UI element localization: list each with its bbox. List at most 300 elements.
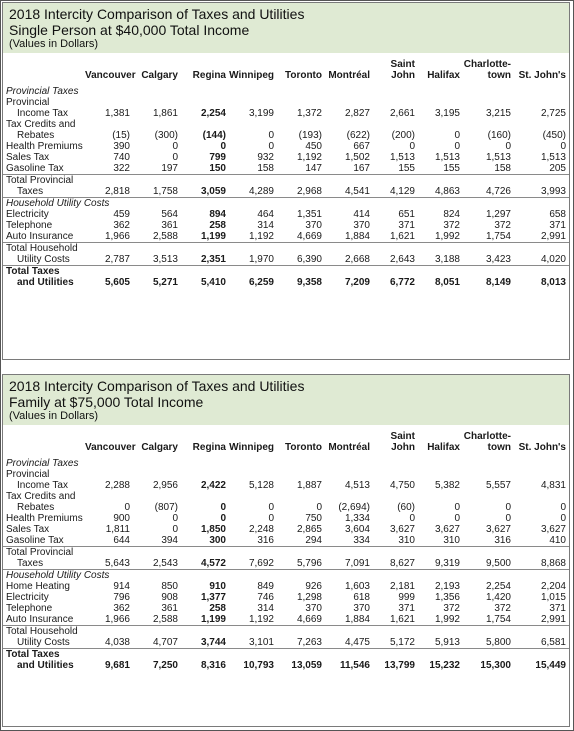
value-cell: 0 bbox=[220, 141, 226, 152]
value-cell: 2,288 bbox=[104, 480, 130, 491]
value-cell: 0 bbox=[409, 513, 415, 524]
value-cell: 370 bbox=[353, 603, 370, 614]
value-cell: 932 bbox=[257, 152, 274, 163]
table-row bbox=[3, 581, 569, 592]
value-cell: 2,661 bbox=[389, 108, 415, 119]
value-cell: 390 bbox=[113, 141, 130, 152]
table-row bbox=[3, 502, 569, 513]
value-cell: 8,149 bbox=[485, 277, 511, 288]
value-cell: 3,059 bbox=[200, 186, 226, 197]
table-row bbox=[3, 266, 569, 278]
value-cell: 4,669 bbox=[296, 231, 322, 242]
value-cell: (15) bbox=[112, 130, 130, 141]
value-cell: 644 bbox=[113, 535, 130, 546]
city-header-st-john-s: St. John's bbox=[518, 70, 566, 81]
table-row bbox=[3, 570, 569, 582]
city-header-line: John bbox=[391, 70, 415, 81]
value-cell: 3,423 bbox=[485, 254, 511, 265]
table-row bbox=[3, 614, 569, 626]
row-label: Provincial Taxes bbox=[6, 86, 79, 97]
value-cell: 5,643 bbox=[104, 558, 130, 569]
value-cell: 1,992 bbox=[434, 614, 460, 625]
value-cell: 894 bbox=[209, 209, 226, 220]
value-cell: 3,627 bbox=[389, 524, 415, 535]
value-cell: 1,199 bbox=[200, 614, 226, 625]
table-row bbox=[3, 254, 569, 266]
value-cell: 7,263 bbox=[296, 637, 322, 648]
value-cell: 5,605 bbox=[104, 277, 130, 288]
row-label: Auto Insurance bbox=[6, 614, 74, 625]
value-cell: 1,420 bbox=[485, 592, 511, 603]
value-cell: 9,500 bbox=[485, 558, 511, 569]
value-cell: 4,863 bbox=[434, 186, 460, 197]
city-header-charlotte-town bbox=[463, 53, 514, 86]
city-header-line: town bbox=[487, 70, 511, 81]
value-cell: 1,015 bbox=[540, 592, 566, 603]
value-cell: 3,199 bbox=[248, 108, 274, 119]
value-cell: 361 bbox=[161, 220, 178, 231]
city-header-toronto: Toronto bbox=[284, 442, 322, 453]
value-cell: 150 bbox=[209, 163, 226, 174]
table-row bbox=[3, 491, 569, 502]
city-header-montr-al: Montréal bbox=[328, 70, 370, 81]
row-label: and Utilities bbox=[17, 660, 74, 671]
value-cell: 147 bbox=[305, 163, 322, 174]
value-cell: 362 bbox=[113, 220, 130, 231]
value-cell: 4,541 bbox=[344, 186, 370, 197]
value-cell: 651 bbox=[398, 209, 415, 220]
value-cell: 4,572 bbox=[200, 558, 226, 569]
row-label: Sales Tax bbox=[6, 524, 50, 535]
value-cell: 824 bbox=[443, 209, 460, 220]
value-cell: 2,588 bbox=[152, 614, 178, 625]
value-cell: 746 bbox=[257, 592, 274, 603]
value-cell: 1,621 bbox=[389, 614, 415, 625]
row-label: Rebates bbox=[17, 130, 55, 141]
panel-title: 2018 Intercity Comparison of Taxes and Utilities bbox=[9, 378, 305, 394]
row-label: Taxes bbox=[17, 558, 44, 569]
value-cell: 1,513 bbox=[485, 152, 511, 163]
value-cell: 926 bbox=[305, 581, 322, 592]
city-header-saint-john bbox=[373, 53, 418, 86]
value-cell: 370 bbox=[353, 220, 370, 231]
table-row bbox=[3, 97, 569, 108]
table-row bbox=[3, 163, 569, 175]
value-cell: 370 bbox=[305, 603, 322, 614]
table-row bbox=[3, 108, 569, 119]
city-header-montr-al: Montréal bbox=[328, 442, 370, 453]
value-cell: 3,215 bbox=[485, 108, 511, 119]
value-cell: 0 bbox=[172, 513, 178, 524]
value-cell: 3,195 bbox=[434, 108, 460, 119]
value-cell: 8,051 bbox=[434, 277, 460, 288]
value-cell: (193) bbox=[298, 130, 322, 141]
city-header-line: Charlotte- bbox=[463, 59, 511, 70]
value-cell: 0 bbox=[220, 502, 226, 513]
row-label: Telephone bbox=[6, 220, 53, 231]
value-cell: 8,627 bbox=[389, 558, 415, 569]
value-cell: 10,793 bbox=[243, 660, 274, 671]
value-cell: (622) bbox=[346, 130, 370, 141]
value-cell: 0 bbox=[454, 513, 460, 524]
table-row bbox=[3, 524, 569, 535]
table-row bbox=[3, 649, 569, 661]
value-cell: 999 bbox=[398, 592, 415, 603]
row-label: Sales Tax bbox=[6, 152, 50, 163]
row-label: Home Heating bbox=[6, 581, 70, 592]
value-cell: 205 bbox=[549, 163, 566, 174]
city-header-halifax: Halifax bbox=[427, 70, 460, 81]
value-cell: 0 bbox=[172, 524, 178, 535]
value-cell: 372 bbox=[494, 220, 511, 231]
panel-subtitle: Family at $75,000 Total Income bbox=[9, 394, 204, 410]
value-cell: 6,259 bbox=[248, 277, 274, 288]
value-cell: 5,172 bbox=[389, 637, 415, 648]
value-cell: 0 bbox=[560, 141, 566, 152]
value-cell: 1,192 bbox=[296, 152, 322, 163]
city-header-winnipeg: Winnipeg bbox=[229, 442, 274, 453]
value-cell: 2,956 bbox=[152, 480, 178, 491]
value-cell: 0 bbox=[172, 141, 178, 152]
value-cell: 1,192 bbox=[248, 614, 274, 625]
value-cell: 2,827 bbox=[344, 108, 370, 119]
value-cell: 3,993 bbox=[540, 186, 566, 197]
value-cell: 2,588 bbox=[152, 231, 178, 242]
value-cell: 2,254 bbox=[485, 581, 511, 592]
value-cell: 322 bbox=[113, 163, 130, 174]
value-cell: 13,799 bbox=[384, 660, 415, 671]
value-cell: 372 bbox=[443, 603, 460, 614]
value-cell: 0 bbox=[268, 141, 274, 152]
city-header-regina: Regina bbox=[192, 442, 226, 453]
value-cell: 11,546 bbox=[339, 660, 370, 671]
city-header-calgary: Calgary bbox=[141, 442, 178, 453]
value-cell: 0 bbox=[268, 513, 274, 524]
panel-header bbox=[3, 375, 569, 425]
city-header-halifax: Halifax bbox=[427, 442, 460, 453]
value-cell: 4,038 bbox=[104, 637, 130, 648]
panel-header bbox=[3, 3, 569, 53]
row-label: Health Premiums bbox=[6, 513, 83, 524]
row-label: Household Utility Costs bbox=[3, 198, 569, 210]
value-cell: 2,193 bbox=[434, 581, 460, 592]
city-header-line: Saint bbox=[390, 59, 415, 70]
value-cell: 2,643 bbox=[389, 254, 415, 265]
city-header-vancouver: Vancouver bbox=[85, 70, 136, 81]
comparison-table bbox=[3, 425, 569, 671]
value-cell: 4,750 bbox=[389, 480, 415, 491]
value-cell: 294 bbox=[305, 535, 322, 546]
value-cell: 1,192 bbox=[248, 231, 274, 242]
panel-title: 2018 Intercity Comparison of Taxes and Utilities bbox=[9, 6, 305, 22]
value-cell: 410 bbox=[549, 535, 566, 546]
value-cell: (144) bbox=[202, 130, 226, 141]
row-label: Electricity bbox=[6, 209, 49, 220]
value-cell: 1,199 bbox=[200, 231, 226, 242]
value-cell: 1,992 bbox=[434, 231, 460, 242]
value-cell: 1,861 bbox=[152, 108, 178, 119]
value-cell: 2,991 bbox=[540, 231, 566, 242]
value-cell: 155 bbox=[398, 163, 415, 174]
row-label: Total Household bbox=[3, 243, 569, 255]
table-row bbox=[3, 558, 569, 570]
row-label: and Utilities bbox=[17, 277, 74, 288]
value-cell: 158 bbox=[494, 163, 511, 174]
value-cell: 1,754 bbox=[485, 614, 511, 625]
value-cell: 1,334 bbox=[344, 513, 370, 524]
value-cell: 2,818 bbox=[104, 186, 130, 197]
value-cell: 914 bbox=[113, 581, 130, 592]
value-cell: 0 bbox=[268, 130, 274, 141]
value-cell: 1,513 bbox=[389, 152, 415, 163]
value-cell: 464 bbox=[257, 209, 274, 220]
value-cell: 1,603 bbox=[344, 581, 370, 592]
value-cell: (2,694) bbox=[338, 502, 370, 513]
value-cell: 3,627 bbox=[434, 524, 460, 535]
value-cell: 9,358 bbox=[296, 277, 322, 288]
value-cell: 13,059 bbox=[291, 660, 322, 671]
value-cell: 750 bbox=[305, 513, 322, 524]
value-cell: 0 bbox=[505, 141, 511, 152]
value-cell: 9,681 bbox=[104, 660, 130, 671]
table-row bbox=[3, 220, 569, 231]
row-label: Rebates bbox=[17, 502, 55, 513]
value-cell: 372 bbox=[443, 220, 460, 231]
value-cell: 371 bbox=[398, 603, 415, 614]
value-cell: 4,475 bbox=[344, 637, 370, 648]
value-cell: 6,772 bbox=[389, 277, 415, 288]
value-cell: 258 bbox=[209, 603, 226, 614]
family-table-panel bbox=[2, 374, 570, 727]
value-cell: 1,850 bbox=[200, 524, 226, 535]
value-cell: 2,181 bbox=[389, 581, 415, 592]
value-cell: 0 bbox=[560, 513, 566, 524]
row-label: Tax Credits and bbox=[6, 491, 76, 502]
value-cell: 3,101 bbox=[248, 637, 274, 648]
row-label: Auto Insurance bbox=[6, 231, 74, 242]
table-row bbox=[3, 603, 569, 614]
value-cell: 796 bbox=[113, 592, 130, 603]
value-cell: 6,390 bbox=[296, 254, 322, 265]
value-cell: 310 bbox=[443, 535, 460, 546]
table-row bbox=[3, 592, 569, 603]
value-cell: 0 bbox=[268, 502, 274, 513]
row-label: Provincial Taxes bbox=[6, 458, 79, 469]
value-cell: 197 bbox=[161, 163, 178, 174]
table-row bbox=[3, 231, 569, 243]
table-row bbox=[3, 458, 569, 469]
value-cell: (450) bbox=[542, 130, 566, 141]
table-row bbox=[3, 175, 569, 187]
value-cell: 5,557 bbox=[485, 480, 511, 491]
value-cell: 0 bbox=[454, 141, 460, 152]
value-cell: 1,372 bbox=[296, 108, 322, 119]
single-person-table-panel bbox=[2, 2, 570, 360]
value-cell: 2,204 bbox=[540, 581, 566, 592]
value-cell: 0 bbox=[124, 502, 130, 513]
value-cell: 1,513 bbox=[540, 152, 566, 163]
value-cell: 5,382 bbox=[434, 480, 460, 491]
value-cell: 3,513 bbox=[152, 254, 178, 265]
row-label: Utility Costs bbox=[17, 637, 70, 648]
comparison-table bbox=[3, 53, 569, 288]
value-cell: 7,250 bbox=[152, 660, 178, 671]
value-cell: 1,377 bbox=[200, 592, 226, 603]
value-cell: 1,884 bbox=[344, 614, 370, 625]
value-cell: 667 bbox=[353, 141, 370, 152]
value-cell: 7,692 bbox=[248, 558, 274, 569]
value-cell: 1,621 bbox=[389, 231, 415, 242]
value-cell: 2,248 bbox=[248, 524, 274, 535]
value-cell: 394 bbox=[161, 535, 178, 546]
value-cell: 618 bbox=[353, 592, 370, 603]
panel-subtitle: Single Person at $40,000 Total Income bbox=[9, 22, 250, 38]
table-row bbox=[3, 86, 569, 97]
row-label: Total Taxes bbox=[3, 266, 569, 278]
table-row bbox=[3, 637, 569, 649]
table-row bbox=[3, 626, 569, 638]
value-cell: 314 bbox=[257, 603, 274, 614]
value-cell: 372 bbox=[494, 603, 511, 614]
value-cell: 1,351 bbox=[296, 209, 322, 220]
value-cell: (160) bbox=[487, 130, 511, 141]
city-header-st-john-s: St. John's bbox=[518, 442, 566, 453]
value-cell: 4,513 bbox=[344, 480, 370, 491]
value-cell: 4,020 bbox=[540, 254, 566, 265]
table-row bbox=[3, 141, 569, 152]
table-row bbox=[3, 119, 569, 130]
city-header-line: Saint bbox=[390, 431, 415, 442]
value-cell: 1,966 bbox=[104, 231, 130, 242]
value-cell: 7,091 bbox=[344, 558, 370, 569]
city-header-line: town bbox=[487, 442, 511, 453]
value-cell: 0 bbox=[220, 513, 226, 524]
value-cell: 155 bbox=[443, 163, 460, 174]
value-cell: 4,289 bbox=[248, 186, 274, 197]
table-row bbox=[3, 186, 569, 198]
city-header-line: John bbox=[391, 442, 415, 453]
value-cell: 1,970 bbox=[248, 254, 274, 265]
value-cell: (60) bbox=[397, 502, 415, 513]
value-cell: 1,884 bbox=[344, 231, 370, 242]
table-row bbox=[3, 209, 569, 220]
value-cell: 849 bbox=[257, 581, 274, 592]
value-cell: 167 bbox=[353, 163, 370, 174]
value-cell: 371 bbox=[549, 220, 566, 231]
table-row bbox=[3, 277, 569, 288]
value-cell: 370 bbox=[305, 220, 322, 231]
row-label: Utility Costs bbox=[17, 254, 70, 265]
row-label: Electricity bbox=[6, 592, 49, 603]
row-label: Gasoline Tax bbox=[6, 163, 64, 174]
value-cell: 1,887 bbox=[296, 480, 322, 491]
table-row bbox=[3, 535, 569, 547]
value-cell: 2,543 bbox=[152, 558, 178, 569]
value-cell: 0 bbox=[505, 502, 511, 513]
value-cell: (300) bbox=[154, 130, 178, 141]
value-cell: 2,787 bbox=[104, 254, 130, 265]
value-cell: 2,668 bbox=[344, 254, 370, 265]
row-label: Total Household bbox=[3, 626, 569, 638]
value-cell: (807) bbox=[154, 502, 178, 513]
value-cell: 1,298 bbox=[296, 592, 322, 603]
value-cell: 2,991 bbox=[540, 614, 566, 625]
value-cell: 8,316 bbox=[200, 660, 226, 671]
value-cell: 8,868 bbox=[540, 558, 566, 569]
value-cell: 740 bbox=[113, 152, 130, 163]
value-cell: 5,410 bbox=[200, 277, 226, 288]
value-cell: 5,128 bbox=[248, 480, 274, 491]
row-label: Total Provincial bbox=[3, 547, 569, 559]
value-cell: (200) bbox=[391, 130, 415, 141]
table-row bbox=[3, 198, 569, 210]
value-cell: 371 bbox=[398, 220, 415, 231]
value-cell: 361 bbox=[161, 603, 178, 614]
row-label: Total Taxes bbox=[3, 649, 569, 661]
value-cell: 5,913 bbox=[434, 637, 460, 648]
value-cell: 3,627 bbox=[485, 524, 511, 535]
table-row bbox=[3, 469, 569, 480]
table-row bbox=[3, 513, 569, 524]
value-cell: 2,254 bbox=[200, 108, 226, 119]
row-label: Provincial bbox=[6, 97, 50, 108]
value-cell: 0 bbox=[316, 502, 322, 513]
value-cell: 258 bbox=[209, 220, 226, 231]
header-row bbox=[3, 425, 569, 458]
header-spacer bbox=[3, 425, 85, 458]
value-cell: 0 bbox=[454, 502, 460, 513]
value-cell: 3,188 bbox=[434, 254, 460, 265]
value-cell: 1,754 bbox=[485, 231, 511, 242]
value-cell: 0 bbox=[454, 130, 460, 141]
value-cell: 4,669 bbox=[296, 614, 322, 625]
values-note: (Values in Dollars) bbox=[9, 410, 99, 422]
value-cell: 2,422 bbox=[200, 480, 226, 491]
value-cell: 1,758 bbox=[152, 186, 178, 197]
city-header-winnipeg: Winnipeg bbox=[229, 70, 274, 81]
value-cell: 4,831 bbox=[540, 480, 566, 491]
value-cell: 5,796 bbox=[296, 558, 322, 569]
value-cell: 5,800 bbox=[485, 637, 511, 648]
value-cell: 1,513 bbox=[434, 152, 460, 163]
header-row bbox=[3, 53, 569, 86]
value-cell: 9,319 bbox=[434, 558, 460, 569]
value-cell: 1,381 bbox=[104, 108, 130, 119]
value-cell: 414 bbox=[353, 209, 370, 220]
city-header-charlotte-town bbox=[463, 425, 514, 458]
value-cell: 158 bbox=[257, 163, 274, 174]
header-spacer bbox=[3, 53, 85, 86]
city-header-calgary: Calgary bbox=[141, 70, 178, 81]
table-row bbox=[3, 243, 569, 255]
value-cell: 0 bbox=[560, 502, 566, 513]
value-cell: 850 bbox=[161, 581, 178, 592]
value-cell: 1,966 bbox=[104, 614, 130, 625]
value-cell: 310 bbox=[398, 535, 415, 546]
value-cell: 910 bbox=[209, 581, 226, 592]
value-cell: 300 bbox=[209, 535, 226, 546]
row-label: Telephone bbox=[6, 603, 53, 614]
value-cell: 15,449 bbox=[535, 660, 566, 671]
value-cell: 799 bbox=[209, 152, 226, 163]
value-cell: 1,811 bbox=[105, 524, 130, 535]
value-cell: 450 bbox=[305, 141, 322, 152]
value-cell: 3,627 bbox=[540, 524, 566, 535]
value-cell: 7,209 bbox=[344, 277, 370, 288]
value-cell: 4,726 bbox=[485, 186, 511, 197]
value-cell: 2,968 bbox=[296, 186, 322, 197]
row-label: Total Provincial bbox=[3, 175, 569, 187]
